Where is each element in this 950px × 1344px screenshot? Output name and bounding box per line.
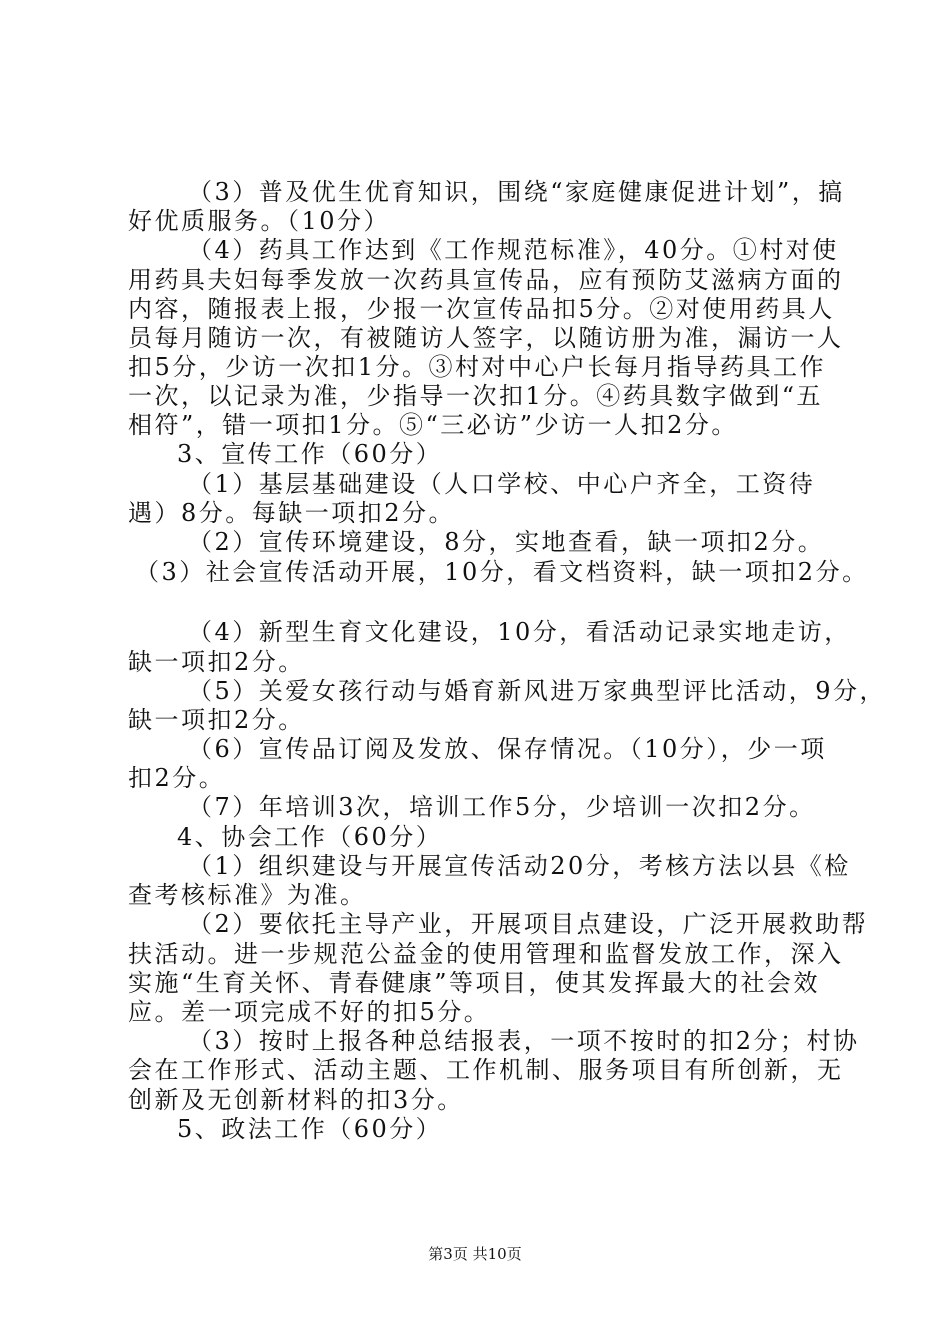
text-line: 遇）8分。每缺一项扣2分。 — [128, 499, 456, 527]
page-indicator: 第3页 共10页 — [428, 1245, 522, 1263]
text-line: 内容，随报表上报，少报一次宣传品扣5分。②对使用药具人 — [128, 295, 835, 323]
text-line: 应。差一项完成不好的扣5分。 — [128, 998, 491, 1026]
text-line: （1）组织建设与开展宣传活动20分，考核方法以县《检 — [188, 852, 851, 880]
text-line: 实施“生育关怀、青春健康”等项目，使其发挥最大的社会效 — [128, 969, 821, 997]
text-line: （2）要依托主导产业，开展项目点建设，广泛开展救助帮 — [188, 910, 869, 938]
text-line: （4）药具工作达到《工作规范标准》，40分。①村对使 — [188, 236, 839, 264]
text-line: 缺一项扣2分。 — [128, 706, 305, 734]
text-line: 好优质服务。（10分） — [128, 207, 391, 235]
section-heading: 5、政法工作（60分） — [177, 1115, 443, 1143]
text-line: （2）宣传环境建设，8分，实地查看，缺一项扣2分。 — [188, 528, 825, 556]
text-line: （4）新型生育文化建设，10分，看活动记录实地走访， — [188, 618, 851, 646]
text-line: 查考核标准》为准。 — [128, 881, 367, 909]
text-line: （3）按时上报各种总结报表，一项不按时的扣2分；村协 — [188, 1027, 860, 1055]
text-line: （7）年培训3次，培训工作5分，少培训一次扣2分。 — [188, 793, 816, 821]
section-heading: 3、宣传工作（60分） — [177, 440, 443, 468]
text-line: 创新及无创新材料的扣3分。 — [128, 1086, 464, 1114]
text-line: （3）社会宣传活动开展，10分，看文档资料，缺一项扣2分。 — [135, 558, 869, 586]
text-line: （6）宣传品订阅及发放、保存情况。（10分），少一项 — [188, 735, 827, 763]
text-line: 扣5分，少访一次扣1分。③村对中心户长每月指导药具工作 — [128, 353, 827, 381]
text-line: 扶活动。进一步规范公益金的使用管理和监督发放工作，深入 — [128, 940, 844, 968]
text-line: （3）普及优生优育知识，围绕“家庭健康促进计划”，搞 — [188, 178, 845, 206]
text-line: 相符”，错一项扣1分。⑤“三必访”少访一人扣2分。 — [128, 411, 738, 439]
section-heading: 4、协会工作（60分） — [177, 823, 443, 851]
page-footer — [0, 1244, 950, 1264]
text-line: 缺一项扣2分。 — [128, 648, 305, 676]
text-line: （5）关爱女孩行动与婚育新风进万家典型评比活动，9分， — [188, 677, 887, 705]
text-line: 一次，以记录为准，少指导一次扣1分。④药具数字做到“五 — [128, 382, 824, 410]
text-line: 会在工作形式、活动主题、工作机制、服务项目有所创新，无 — [128, 1056, 844, 1084]
text-line: 用药具夫妇每季发放一次药具宣传品，应有预防艾滋病方面的 — [128, 266, 844, 294]
text-line: 扣2分。 — [128, 764, 226, 792]
text-line: 员每月随访一次，有被随访人签字，以随访册为准，漏访一人 — [128, 324, 844, 352]
text-line: （1）基层基础建设（人口学校、中心户齐全，工资待 — [188, 470, 816, 498]
